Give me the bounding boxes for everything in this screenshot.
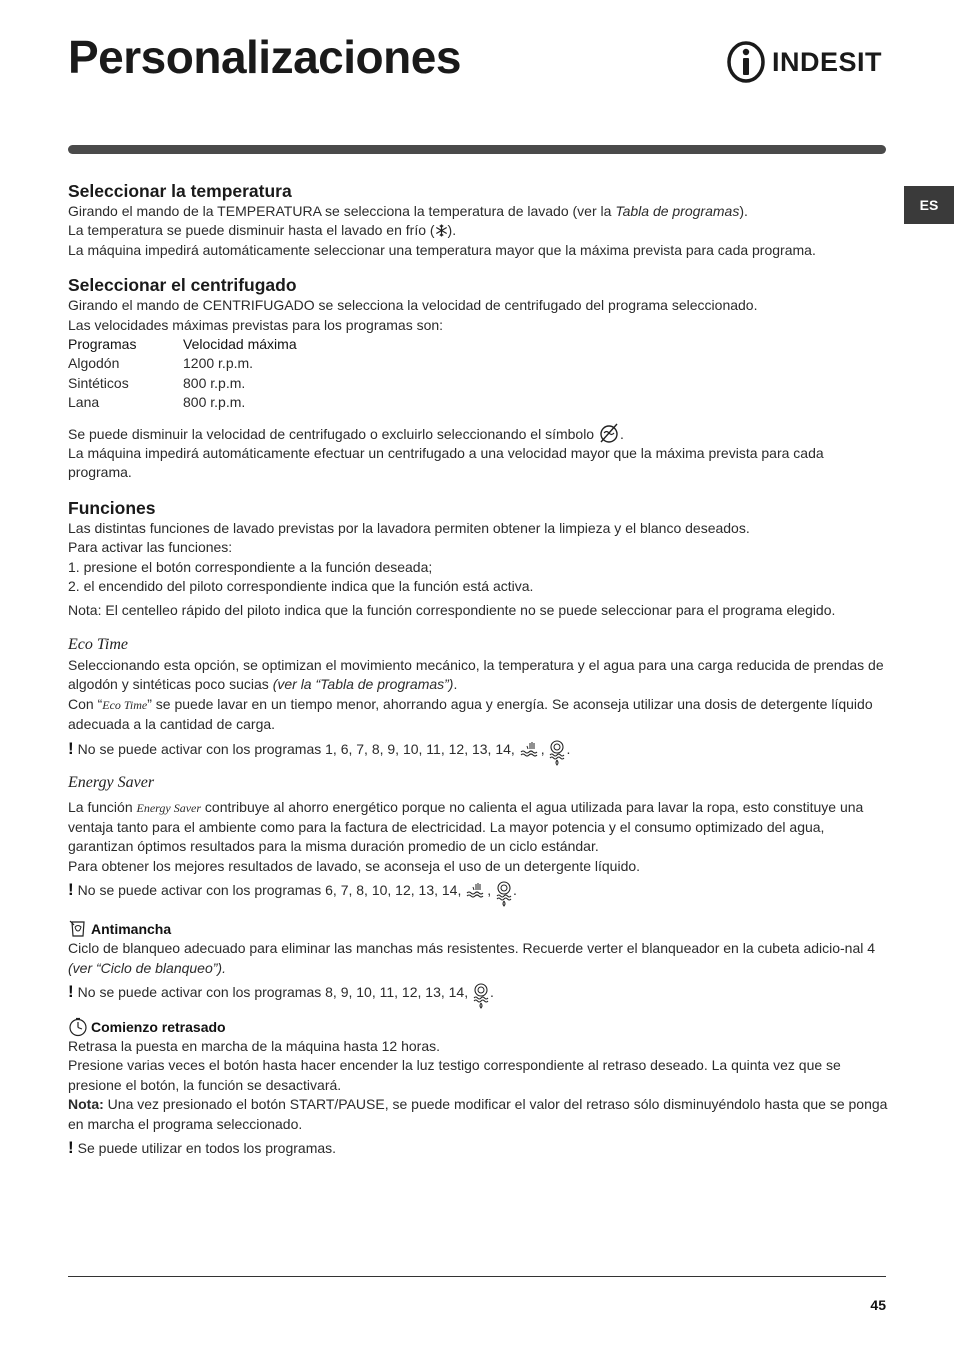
table-cell: Sintéticos xyxy=(68,374,129,391)
brand-name: INDESIT xyxy=(772,46,883,77)
text-funciones-2: Para activar las funciones: xyxy=(68,539,233,556)
wool-program-icon xyxy=(472,983,490,1009)
text-temperatura-2: La temperatura se puede disminuir hasta el lavado en frío ( ). xyxy=(68,222,457,239)
no-spin-icon xyxy=(598,422,620,444)
energysaver-title: Energy Saver xyxy=(68,773,155,791)
text-funciones-1: Las distintas funciones de lavado previstas por la lavadora permiten obtener la limpieza y el blanco deseados. xyxy=(68,519,750,536)
table-cell: Algodón xyxy=(68,355,120,372)
text-funciones-step1: 1. presione el botón correspondiente a la función deseada; xyxy=(68,558,433,575)
text-centrifugado-1: Girando el mando de CENTRIFUGADO se selecciona la velocidad de centrifugado del programa seleccionado. xyxy=(68,297,758,314)
footer-divider xyxy=(68,1276,886,1277)
warning-icon: ! xyxy=(68,880,74,900)
main-content xyxy=(68,180,888,1158)
table-cell: 800 r.p.m. xyxy=(183,374,246,391)
energysaver-inline-label: Energy Saver xyxy=(136,800,202,815)
warning-icon: ! xyxy=(68,1138,74,1157)
heading-retrasado: Comienzo retrasado xyxy=(91,1018,226,1035)
section-funciones xyxy=(68,497,888,620)
text-centrifugado-2: Las velocidades máximas previstas para los programas son: xyxy=(68,316,444,333)
text-temperatura-1: Girando el mando de la TEMPERATURA se selecciona la temperatura de lavado (ver la Tabla de programas). xyxy=(68,203,748,219)
section-antimancha xyxy=(68,919,888,1009)
text-retrasado-2: Presione varias veces el botón hasta hacer encender la luz testigo correspondiente al retraso deseado. La quinta vez que se presione el botón, la función se desactivará. xyxy=(68,1057,841,1093)
text-centrifugado-4: La máquina impedirá automáticamente efectuar un centrifugado a una velocidad mayor que la máxima prevista para cada programa. xyxy=(68,445,824,481)
indesit-logo-icon xyxy=(726,40,766,84)
section-centrifugado xyxy=(68,274,888,483)
text-retrasado-nota: Nota: Una vez presionado el botón START/PAUSE, se puede modificar el valor del retraso sólo disminuyéndolo hasta que se ponga en marcha el programa seleccionado. xyxy=(68,1096,888,1132)
ecotime-warning: ! No se puede activar con los programas 1, 6, 7, 8, 9, 10, 11, 12, 13, 14, , . xyxy=(68,739,888,766)
warning-icon: ! xyxy=(68,738,74,758)
text-funciones-step2: 2. el encendido del piloto correspondiente indica que la función está activa. xyxy=(68,578,534,595)
text-temperatura-3: La máquina impedirá automáticamente seleccionar una temperatura mayor que la máxima prevista para cada programa. xyxy=(68,241,816,258)
text-ecotime-1: Seleccionando esta opción, se optimizan el movimiento mecánico, la temperatura y el agua para una carga reducida de prendas de algodón y sintéticas poco sucias (ver la “Tabla de programas”). xyxy=(68,656,884,693)
text-ecotime-2: Con “Eco Time” se puede lavar en un tiempo menor, ahorrando agua y energía. Se aconseja utilizar una dosis de detergente líquido adecuada a la cantidad de carga. xyxy=(68,695,873,733)
table-header: Programas xyxy=(68,336,137,353)
text-centrifugado-3: Se puede disminuir la velocidad de centrifugado o excluirlo seleccionando el símbolo . xyxy=(68,422,888,444)
table-header-row xyxy=(68,335,297,354)
hand-wash-icon xyxy=(465,881,487,899)
section-ecotime xyxy=(68,634,888,766)
clock-icon xyxy=(68,1017,88,1037)
retrasado-warning: ! Se puede utilizar en todos los programas. xyxy=(68,1138,337,1157)
antimancha-warning: ! No se puede activar con los programas 8, 9, 10, 11, 12, 13, 14, . xyxy=(68,982,888,1009)
speed-table xyxy=(68,335,297,413)
table-header: Velocidad máxima xyxy=(183,336,297,353)
text-energysaver-2: Para obtener los mejores resultados de lavado, se aconseja el uso de un detergente líquido. xyxy=(68,857,641,874)
snowflake-icon xyxy=(435,224,448,237)
energysaver-warning: ! No se puede activar con los programas 6, 7, 8, 10, 12, 13, 14, , . xyxy=(68,880,888,907)
table-cell: Lana xyxy=(68,394,100,411)
heading-antimancha: Antimancha xyxy=(91,920,172,937)
table-cell: 800 r.p.m. xyxy=(183,394,246,411)
warning-icon: ! xyxy=(68,981,74,1001)
stain-icon xyxy=(68,919,88,939)
page-number: 45 xyxy=(870,1297,886,1313)
header-divider xyxy=(68,145,886,154)
wool-program-icon xyxy=(495,881,513,907)
table-cell: 1200 r.p.m. xyxy=(183,355,254,372)
brand-logo xyxy=(726,40,882,84)
heading-temperatura: Seleccionar la temperatura xyxy=(68,181,292,201)
section-retrasado xyxy=(68,1017,888,1158)
heading-centrifugado: Seleccionar el centrifugado xyxy=(68,275,297,296)
table-row xyxy=(68,374,297,393)
text-energysaver-1: La función Energy Saver contribuye al ahorro energético porque no calienta el agua utilizada para lavar la ropa, esto constituye una ventaja tanto para el ambiente como para la factura de electricidad. La mayor potencia y el consumo optimizado del agua, garantizan óptimos resultados para la misma duración promedio de un ciclo estándar. xyxy=(68,798,864,855)
language-tab: ES xyxy=(904,186,954,224)
text-funciones-nota: Nota: El centelleo rápido del piloto indica que la función correspondiente no se puede seleccionar para el programa elegido. xyxy=(68,601,836,618)
table-row xyxy=(68,354,297,373)
heading-funciones: Funciones xyxy=(68,497,156,518)
ecotime-inline-label: Eco Time xyxy=(102,697,148,712)
hand-wash-icon xyxy=(519,740,541,758)
ecotime-title: Eco Time xyxy=(68,635,128,653)
text-retrasado-1: Retrasa la puesta en marcha de la máquina hasta 12 horas. xyxy=(68,1037,441,1054)
section-energysaver xyxy=(68,772,888,908)
table-row xyxy=(68,393,297,412)
wool-program-icon xyxy=(548,740,566,766)
text-antimancha-1: Ciclo de blanqueo adecuado para eliminar las manchas más resistentes. Recuerde verter el blanqueador en la cubeta adicio-nal 4 (ver “Ciclo de blanqueo”). xyxy=(68,940,876,976)
page-title: Personalizaciones xyxy=(68,31,461,83)
section-temperatura xyxy=(68,180,888,260)
